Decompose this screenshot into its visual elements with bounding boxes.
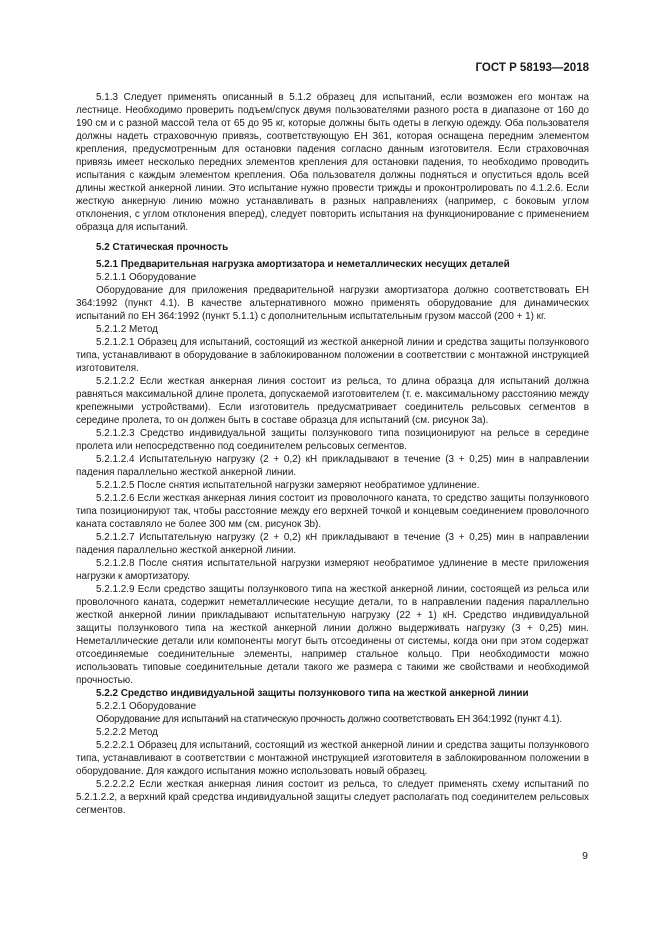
paragraph: 5.2.1.2 Метод <box>96 324 158 335</box>
paragraph: 5.2.1.2.7 Испытательную нагрузку (2 + 0,2) кН прикладывают в течение (3 + 0,25) мин в направлении падения параллельно жесткой анкерной линии. <box>76 532 589 556</box>
paragraph: 5.2.1.2.4 Испытательную нагрузку (2 + 0,2) кН прикладывают в течение (3 + 0,25) мин в направлении падения параллельно жесткой анкерной линии. <box>76 454 589 478</box>
page-number: 9 <box>582 850 588 862</box>
section-heading: 5.2.2 Средство индивидуальной защиты ползункового типа на жесткой анкерной линии <box>96 688 529 699</box>
paragraph: 5.2.2.2.2 Если жесткая анкерная линия состоит из рельса, то следует применять схему испытаний по 5.2.1.2.2, а верхний край средства индивидуальной защиты следует располагать под соединителем рельсовых сегментов. <box>76 779 589 816</box>
paragraph: 5.2.1.1 Оборудование <box>96 272 197 283</box>
paragraph: Оборудование для испытаний на статическую прочность должно соответствовать ЕН 364:1992 (пункт 4.1). <box>96 714 562 725</box>
section-heading: 5.2 Статическая прочность <box>96 242 229 253</box>
paragraph: 5.2.1.2.2 Если жесткая анкерная линия состоит из рельса, то длина образца для испытаний должна равняться максимальной длине пролета, допускаемой изготовителем (т. е. максимальному расстоянию между крепежными устройствами). Если изготовитель предусматривает соединитель рельсовых сегментов в середине пролета, то он должен быть в составе образца для испытаний (см. рисунок 3а). <box>76 376 589 426</box>
paragraph: 5.2.2.1 Оборудование <box>96 701 197 712</box>
paragraph: 5.2.1.2.5 После снятия испытательной нагрузки замеряют необратимое удлинение. <box>96 480 480 491</box>
document-header: ГОСТ Р 58193—2018 <box>475 62 589 74</box>
paragraph: 5.2.1.2.6 Если жесткая анкерная линия состоит из проволочного каната, то средство защиты ползункового типа позиционируют так, чтобы расстояние между его верхней точкой и концевым соединением проволочного каната составляло не более 300 мм (см. рисунок 3b). <box>76 493 589 530</box>
paragraph: 5.2.1.2.9 Если средство защиты ползункового типа на жесткой анкерной линии, состоящей из рельса или проволочного каната, содержит неметаллические несущие детали, то в направлении падения параллельно жесткой анкерной линии прикладывают испытательную нагрузку (22 + 1) кН. Средство индивидуальной защиты ползункового типа на жесткой анкерной линии должно выдерживать нагрузку (3 + 0,25) мин. Неметаллические детали или компоненты могут быть отсоединены от системы, когда они при этом содержат отсоединяемые соединительные элементы, например стальное кольцо. При необходимости можно использовать типовые соединительные детали такого же размера с такими же свойствами и необходимой прочностью. <box>76 584 589 686</box>
paragraph: 5.1.3 Следует применять описанный в 5.1.2 образец для испытаний, если возможен его монтаж на лестнице. Необходимо проверить подъем/спуск двумя пользователями разного роста в диапазоне от 160 до 190 см и с разной массой тела от 65 до 95 кг, которые должны быть одеты в легкую одежду. Оба пользователя должны надеть страховочную привязь, соответствующую ЕН 361, которая оснащена передним элементом крепления, предусмотренным для остановки падения согласно данным изготовителя. Если страховочная привязь имеет несколько передних элементов крепления для остановки падения, то необходимо проводить испытания с каждым элементом крепления. Оба пользователя должны подняться и опуститься вдоль всей длины жесткой анкерной линии. Это испытание нужно провести трижды и проконтролировать по 4.1.2.6. Если жесткую анкерную линию можно устанавливать в разных направлениях (например, с боковым углом отклонения, с углом отклонения вперед), следует повторить испытания на функционирование с применением образца для испытаний. <box>76 92 589 233</box>
paragraph: 5.2.2.2.1 Образец для испытаний, состоящий из жесткой анкерной линии и средства защиты ползункового типа, устанавливают в соответствии с монтажной инструкцией изготовителя в заблокированном положении в оборудование. Для каждого испытания можно использовать новый образец. <box>76 740 589 777</box>
paragraph: 5.2.1.2.3 Средство индивидуальной защиты ползункового типа позиционируют на рельсе в середине пролета или непосредственно под соединителем рельсовых сегментов. <box>76 428 589 452</box>
paragraph: Оборудование для приложения предварительной нагрузки амортизатора должно соответствовать ЕН 364:1992 (пункт 4.1). В качестве альтернативного можно применять оборудование для динамических испытаний по ЕН 364:1992 (пункт 5.1.1) с дополнительным испытательным грузом массой (200 + 1) кг. <box>76 285 589 322</box>
paragraph: 5.2.2.2 Метод <box>96 727 158 738</box>
document-body <box>76 91 589 817</box>
paragraph: 5.2.1.2.8 После снятия испытательной нагрузки измеряют необратимое удлинение в месте приложения нагрузки к амортизатору. <box>76 558 589 582</box>
paragraph: 5.2.1.2.1 Образец для испытаний, состоящий из жесткой анкерной линии и средства защиты ползункового типа, устанавливают в оборудование в заблокированном положении в соответствии с монтажной инструкцией изготовителя. <box>76 337 589 374</box>
section-heading: 5.2.1 Предварительная нагрузка амортизатора и неметаллических несущих деталей <box>96 259 510 270</box>
